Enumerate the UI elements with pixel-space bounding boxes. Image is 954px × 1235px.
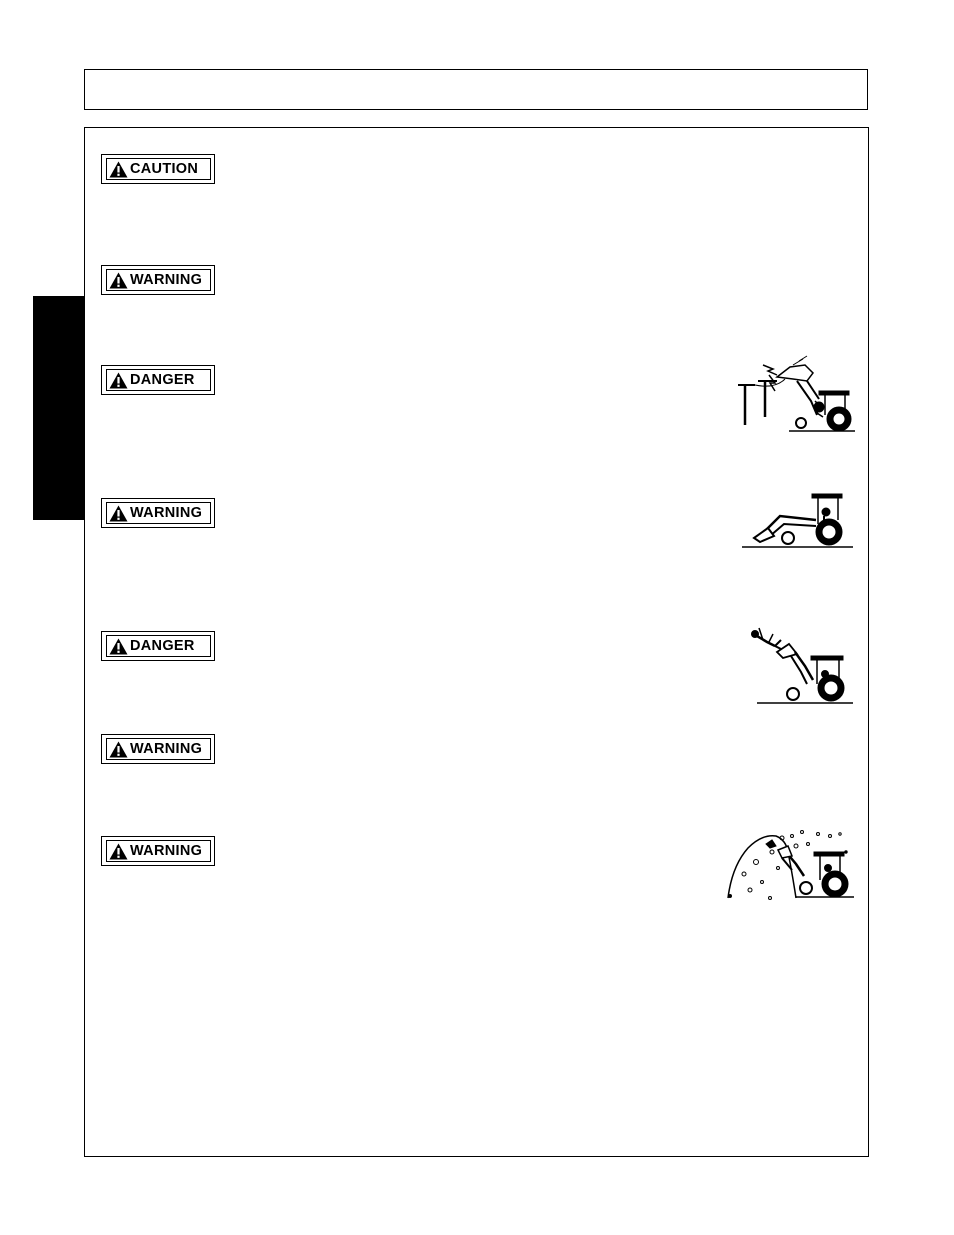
safety-label-warning: [101, 836, 215, 866]
signal-word: CAUTION: [130, 161, 199, 177]
raised-loader-tractor-icon: [740, 490, 855, 552]
warning-triangle-icon: [109, 505, 128, 522]
header-box: [84, 69, 868, 110]
safety-label-warning: [101, 734, 215, 764]
warning-triangle-icon: [109, 372, 128, 389]
power-line-electrocution-icon: [735, 355, 857, 435]
person-thrown-from-bucket-icon: [745, 622, 855, 706]
signal-word: DANGER: [130, 372, 195, 388]
safety-label-danger: [101, 365, 215, 395]
safety-label-danger: [101, 631, 215, 661]
warning-triangle-icon: [109, 272, 128, 289]
signal-word: DANGER: [130, 638, 195, 654]
safety-label-warning: [101, 265, 215, 295]
warning-triangle-icon: [109, 638, 128, 655]
warning-triangle-icon: [109, 161, 128, 178]
warning-triangle-icon: [109, 741, 128, 758]
safety-label-warning: [101, 498, 215, 528]
falling-debris-pile-icon: [722, 826, 857, 904]
warning-triangle-icon: [109, 843, 128, 860]
safety-label-caution: [101, 154, 215, 184]
signal-word: WARNING: [130, 843, 203, 859]
side-tab: [33, 296, 84, 520]
signal-word: WARNING: [130, 505, 203, 521]
signal-word: WARNING: [130, 741, 203, 757]
signal-word: WARNING: [130, 272, 203, 288]
